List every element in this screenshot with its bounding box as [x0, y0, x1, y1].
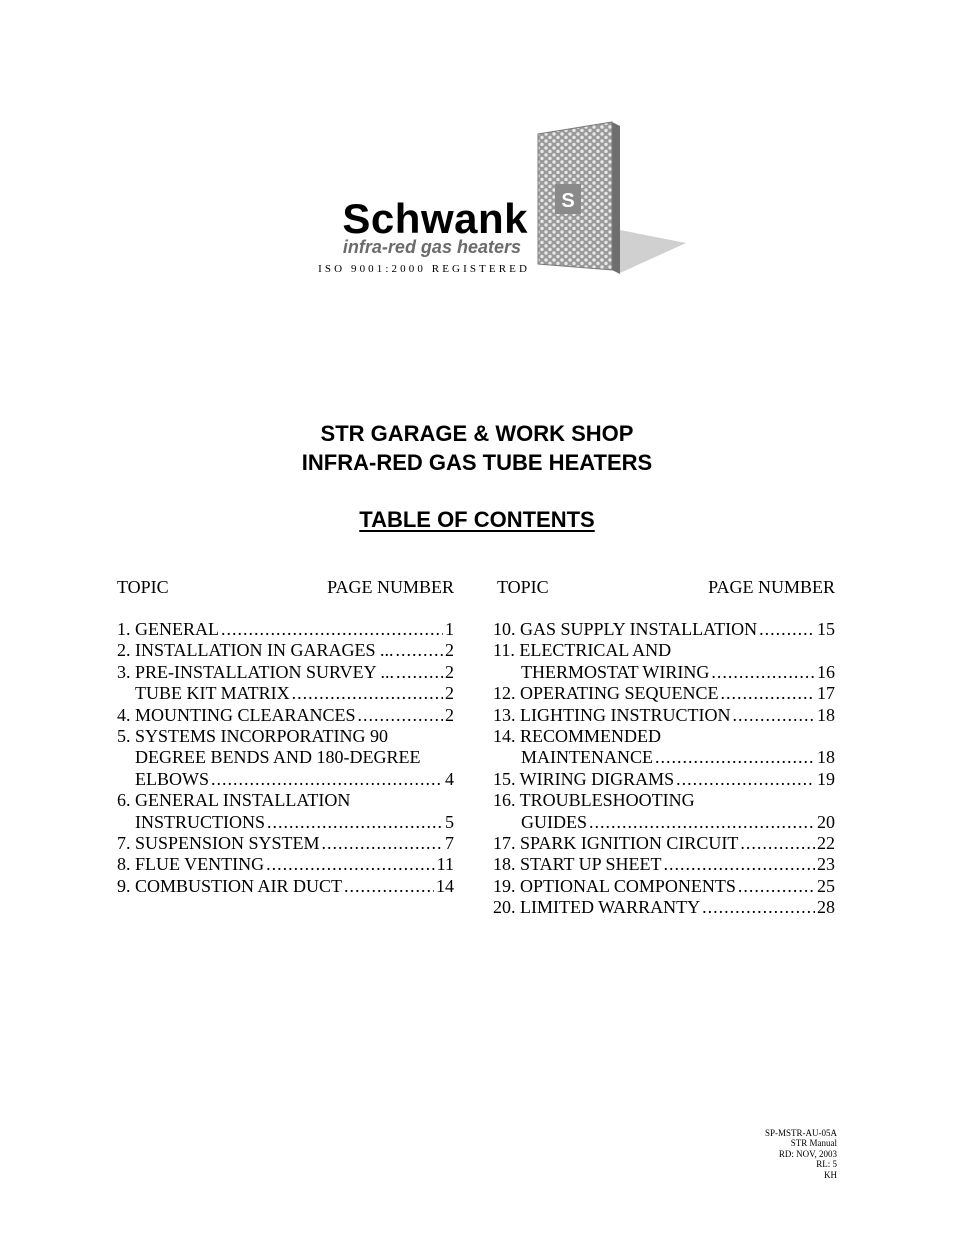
release-date: RD: NOV, 2003 — [778, 1148, 837, 1159]
toc-entry-line — [117, 662, 454, 683]
toc-right-list — [493, 619, 835, 918]
toc-left-column — [117, 576, 454, 897]
toc-entry-title: 13. LIGHTING INSTRUCTION — [493, 704, 731, 725]
toc-leader-dots — [721, 683, 815, 704]
toc-leader-dots — [676, 769, 815, 790]
toc-entry-page: 19 — [817, 768, 835, 789]
toc-entry-page: 2 — [445, 704, 454, 725]
toc-entry-title: 12. OPERATING SEQUENCE — [493, 683, 719, 704]
toc-topic-header: TOPIC — [117, 577, 169, 597]
toc-entry — [117, 854, 454, 875]
toc-entry — [117, 876, 454, 897]
toc-entry-page: 2 — [445, 683, 454, 704]
toc-entry-page: 23 — [817, 854, 835, 875]
toc-leader-dots — [738, 876, 815, 897]
toc-entry — [117, 833, 454, 854]
revision-level: RL: 5 — [816, 1159, 837, 1170]
toc-entry — [117, 640, 454, 661]
toc-entry-page: 2 — [445, 661, 454, 682]
toc-entry — [493, 833, 835, 854]
toc-page-header: PAGE NUMBER — [708, 577, 835, 597]
toc-leader-dots — [740, 833, 815, 854]
toc-entry-title: 20. LIMITED WARRANTY — [493, 897, 701, 918]
toc-entry-page: 1 — [445, 619, 454, 639]
doc-code: SP-MSTR-AU-05A — [764, 1128, 837, 1138]
manual-name: STR Manual — [790, 1138, 837, 1149]
toc-entry-line — [493, 747, 835, 768]
toc-leader-dots — [396, 640, 443, 661]
toc-entry-title: 10. GAS SUPPLY INSTALLATION — [493, 619, 758, 639]
toc-leader-dots — [711, 662, 815, 683]
toc-leader-dots — [396, 662, 443, 683]
toc-entry-line — [117, 854, 454, 875]
toc-leader-dots — [266, 854, 435, 875]
toc-entry-line — [493, 726, 835, 747]
toc-entry-title: 14. RECOMMENDED — [493, 725, 662, 746]
toc-leader-dots — [732, 705, 815, 726]
toc-entry-title: 2. INSTALLATION IN GARAGES ... — [117, 640, 394, 661]
toc-entry-page: 18 — [817, 747, 835, 768]
toc-entry-line — [117, 833, 454, 854]
toc-entry — [117, 790, 454, 833]
toc-entry-page: 4 — [445, 768, 454, 789]
toc-entry-line — [117, 876, 454, 897]
toc-entry-line — [117, 640, 454, 661]
toc-leader-dots — [322, 833, 443, 854]
toc-entry-page: 2 — [445, 640, 454, 661]
toc-entry-line — [117, 619, 454, 640]
toc-entry-title: 1. GENERAL — [117, 619, 219, 639]
toc-entry-title: THERMOSTAT WIRING — [521, 661, 710, 682]
toc-entry-page: 16 — [817, 661, 835, 682]
toc-entry-line — [493, 640, 835, 661]
toc-entry-page: 25 — [817, 875, 835, 896]
toc-leader-dots — [292, 683, 443, 704]
toc-entry-title: 3. PRE-INSTALLATION SURVEY ... — [117, 661, 394, 682]
document-title-line-1: STR GARAGE & WORK SHOP — [320, 421, 634, 446]
toc-leader-dots — [655, 747, 815, 768]
toc-entry-title: 17. SPARK IGNITION CIRCUIT — [493, 832, 739, 853]
logo-wordmark: Schwank — [342, 195, 528, 242]
toc-entry-line — [493, 769, 835, 790]
toc-entry-line — [493, 619, 835, 640]
toc-entry-line — [117, 769, 454, 790]
toc-left-header — [117, 576, 454, 619]
toc-entry-line — [117, 790, 454, 811]
toc-entry-title: 6. GENERAL INSTALLATION — [117, 790, 351, 811]
burner-panel-icon — [536, 118, 686, 278]
toc-entry-line — [493, 812, 835, 833]
toc-entry-line — [117, 812, 454, 833]
toc-entry-line — [493, 683, 835, 704]
toc-entry-line — [493, 897, 835, 918]
toc-entry-page: 22 — [817, 832, 835, 853]
toc-entry-title: GUIDES — [521, 811, 587, 832]
toc-entry-title: 4. MOUNTING CLEARANCES — [117, 704, 356, 725]
toc-entry-line — [493, 833, 835, 854]
toc-entry — [117, 705, 454, 726]
toc-entry-line — [117, 726, 454, 747]
company-logo — [278, 118, 698, 283]
toc-entry-line — [493, 705, 835, 726]
toc-entry — [493, 876, 835, 897]
toc-entry-page: 11 — [436, 854, 454, 875]
toc-entry-line — [493, 790, 835, 811]
toc-left-list — [117, 619, 454, 897]
toc-entry-title: TUBE KIT MATRIX — [135, 683, 290, 704]
toc-leader-dots — [664, 854, 816, 875]
toc-entry-page: 18 — [817, 704, 835, 725]
toc-entry-line — [117, 683, 454, 704]
toc-leader-dots — [344, 876, 434, 897]
toc-entry-page: 17 — [817, 683, 835, 704]
toc-leader-dots — [759, 619, 815, 640]
toc-entry — [117, 726, 454, 790]
toc-entry-title: 8. FLUE VENTING — [117, 854, 265, 875]
toc-entry-page: 14 — [436, 875, 454, 896]
document-title-line-2: INFRA-RED GAS TUBE HEATERS — [301, 450, 653, 475]
toc-entry-line — [117, 705, 454, 726]
document-footer — [765, 1128, 837, 1180]
toc-entry-title: 5. SYSTEMS INCORPORATING 90 — [117, 725, 389, 746]
toc-entry — [493, 726, 835, 769]
toc-entry-title: INSTRUCTIONS — [135, 811, 266, 832]
toc-leader-dots — [589, 812, 815, 833]
toc-entry-page: 7 — [445, 832, 454, 853]
toc-entry-title: 11. ELECTRICAL AND — [493, 640, 672, 661]
toc-entry-title: 18. START UP SHEET — [493, 854, 662, 875]
toc-page-header: PAGE NUMBER — [327, 577, 454, 597]
author-initials: KH — [824, 1169, 837, 1180]
toc-entry-page: 20 — [817, 811, 835, 832]
toc-right-header — [493, 576, 835, 619]
toc-entry-line — [117, 747, 454, 768]
toc-heading: TABLE OF CONTENTS — [359, 507, 595, 532]
toc-entry — [117, 619, 454, 640]
toc-entry — [493, 640, 835, 683]
toc-entry-page: 28 — [817, 897, 835, 918]
toc-entry-line — [493, 854, 835, 875]
toc-leader-dots — [211, 769, 443, 790]
toc-entry-page: 5 — [445, 811, 454, 832]
toc-leader-dots — [267, 812, 443, 833]
toc-entry — [493, 619, 835, 640]
toc-right-column — [493, 576, 835, 918]
toc-entry-title: DEGREE BENDS AND 180-DEGREE — [135, 747, 421, 768]
toc-entry-title: 15. WIRING DIGRAMS — [493, 768, 675, 789]
toc-entry-title: 7. SUSPENSION SYSTEM — [117, 832, 320, 853]
toc-entry — [117, 662, 454, 683]
toc-entry — [493, 769, 835, 790]
toc-entry — [493, 683, 835, 704]
toc-entry — [493, 897, 835, 918]
toc-leader-dots — [358, 705, 444, 726]
toc-entry-line — [493, 876, 835, 897]
toc-entry-title: 9. COMBUSTION AIR DUCT — [117, 875, 343, 896]
toc-entry-title: ELBOWS — [135, 768, 209, 789]
toc-leader-dots — [702, 897, 815, 918]
logo-panel-letter: S — [561, 190, 575, 212]
toc-entry — [493, 705, 835, 726]
toc-topic-header: TOPIC — [497, 577, 549, 597]
toc-leader-dots — [221, 619, 443, 640]
toc-entry — [493, 790, 835, 833]
toc-entry-title: 19. OPTIONAL COMPONENTS — [493, 875, 736, 896]
toc-entry-title: 16. TROUBLESHOOTING — [493, 790, 695, 811]
toc-entry-line — [493, 662, 835, 683]
toc-entry — [117, 683, 454, 704]
iso-registration-text: ISO 9001:2000 REGISTERED — [318, 263, 530, 275]
toc-entry-page: 15 — [817, 619, 835, 639]
toc-entry — [493, 854, 835, 875]
logo-tagline: infra-red gas heaters — [342, 237, 521, 257]
toc-entry-title: MAINTENANCE — [521, 747, 653, 768]
